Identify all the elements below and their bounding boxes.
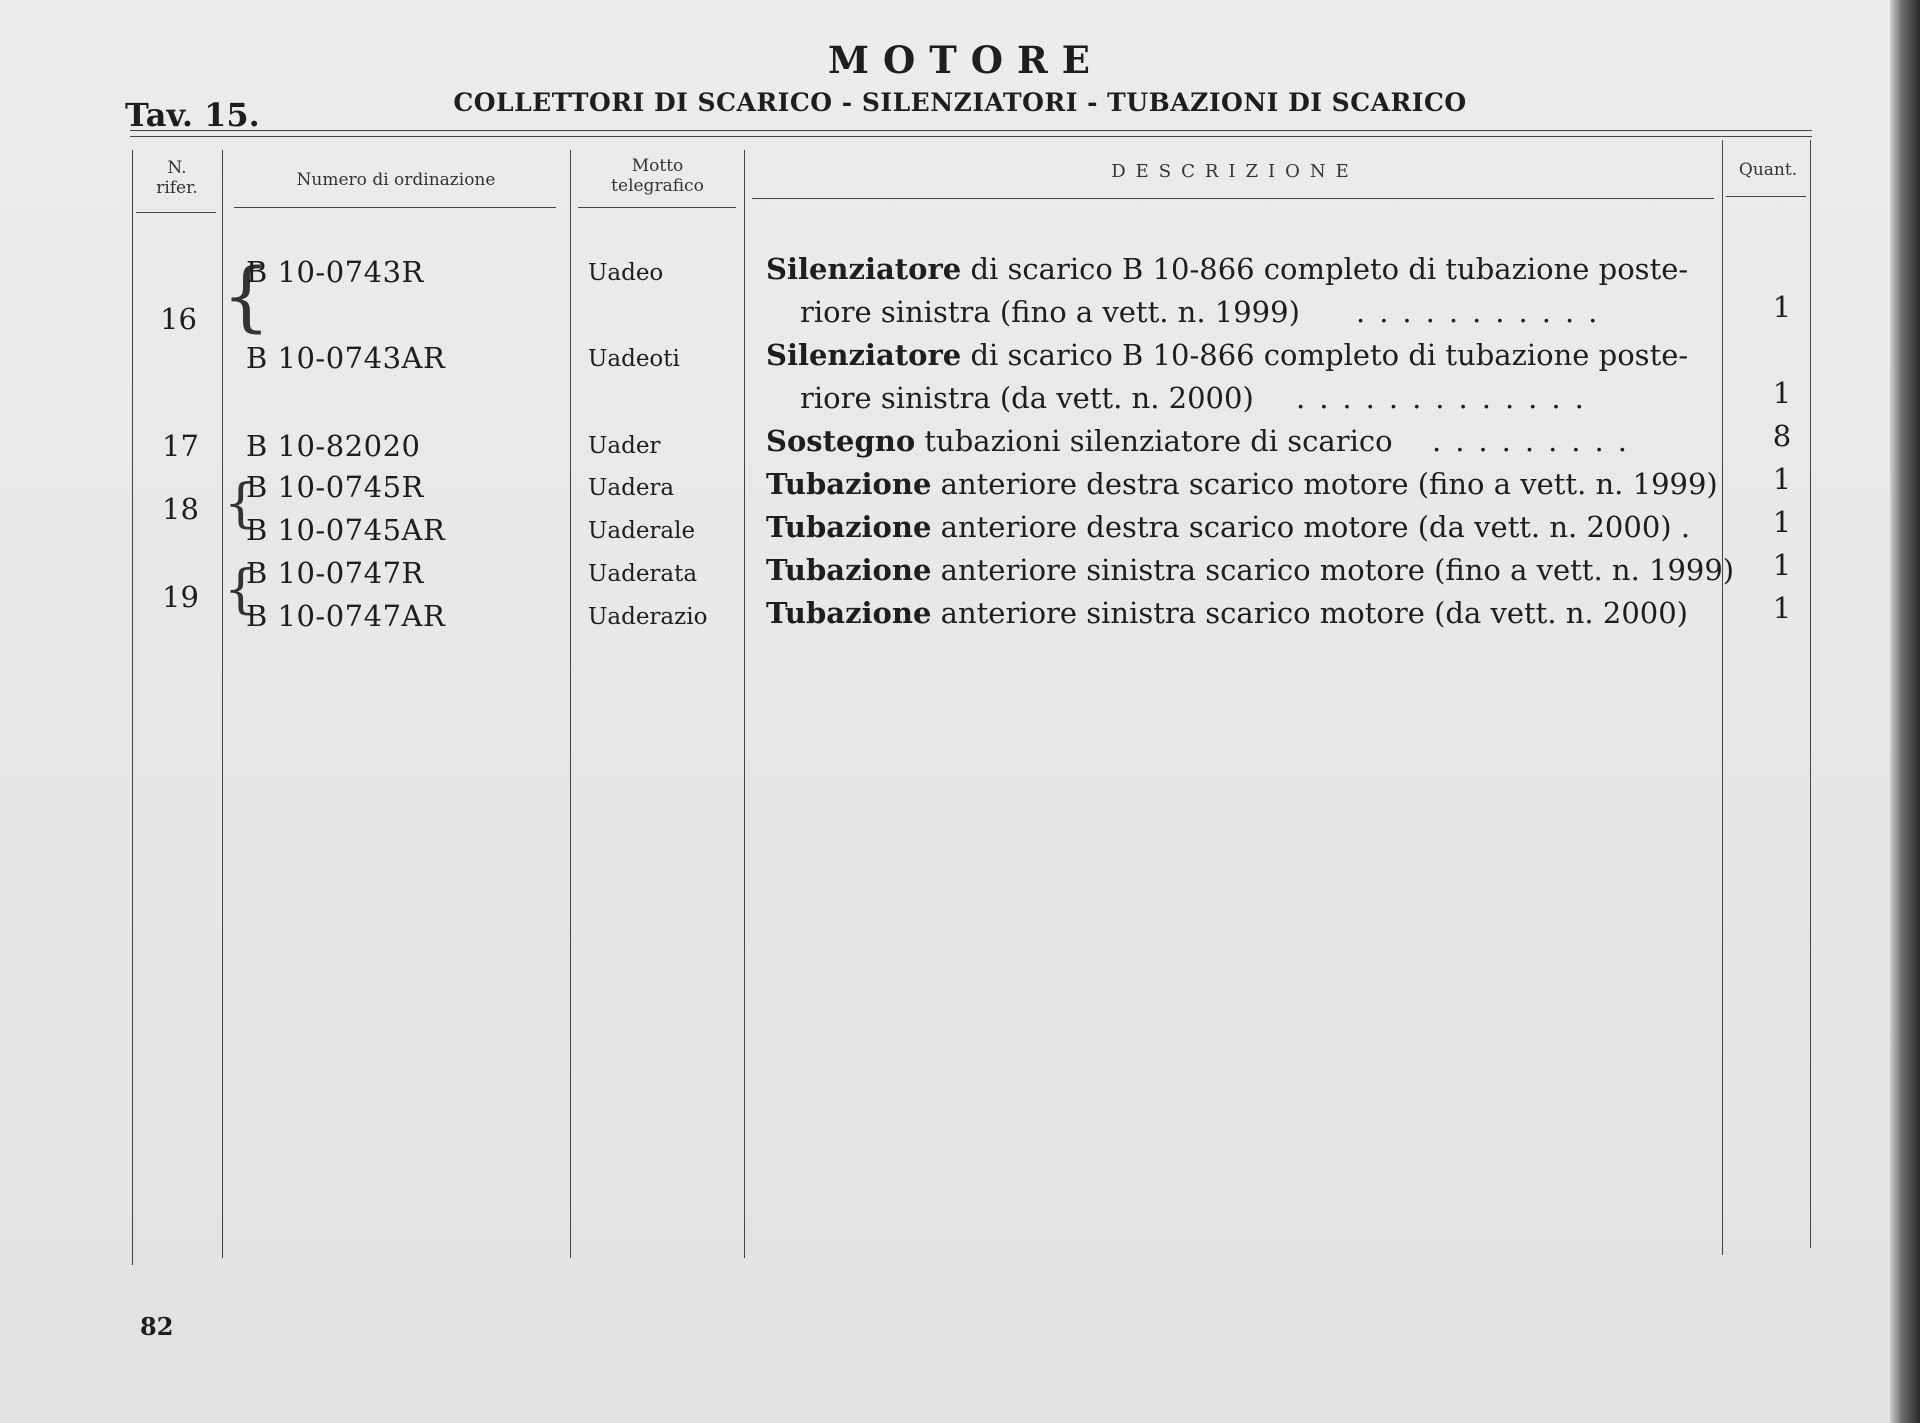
description-keyword: Tubazione (766, 510, 932, 544)
description (766, 510, 1690, 544)
quantity: 1 (1772, 376, 1792, 410)
description-keyword: Tubazione (766, 553, 932, 587)
page-number: 82 (140, 1312, 174, 1341)
page-subtitle: COLLETTORI DI SCARICO - SILENZIATORI - TUBAZIONI DI SCARICO (453, 88, 1467, 117)
header-motto: Motto telegrafico (611, 156, 704, 196)
header-ref: N. rifer. (156, 158, 198, 198)
quantity: 1 (1772, 591, 1792, 625)
header-quantity: Quant. (1738, 160, 1798, 180)
description-keyword: Sostegno (766, 424, 916, 458)
description-keyword: Silenziatore (766, 252, 962, 286)
book-spine (1890, 0, 1920, 1423)
header-underline-motto (578, 207, 736, 208)
description (766, 338, 1688, 372)
header-underline-qty (1726, 196, 1806, 197)
order-code: B 10-0743R (246, 255, 424, 289)
telegraph-code: Uaderale (588, 518, 696, 544)
table-top-rule-2 (130, 136, 1812, 137)
quantity: 1 (1772, 548, 1792, 582)
description-text: di scarico B 10-866 completo di tubazione poste- (961, 252, 1689, 286)
description (766, 252, 1688, 286)
description-text: anteriore destra scarico motore (fino a vett. n. 1999) (931, 467, 1718, 501)
description-continuation: riore sinistra (fino a vett. n. 1999) (800, 295, 1300, 329)
header-underline-desc (752, 198, 1714, 199)
description (766, 424, 1393, 458)
order-code: B 10-0745AR (246, 513, 446, 547)
description-keyword: Tubazione (766, 467, 932, 501)
col-divider-desc (1722, 140, 1723, 1255)
header-underline-ref (136, 212, 216, 213)
telegraph-code: Uaderata (588, 561, 698, 587)
ref-number: 17 (162, 429, 199, 463)
col-divider-motto (744, 150, 745, 1258)
order-code: B 10-0745R (246, 470, 424, 504)
quantity: 1 (1772, 462, 1792, 496)
quantity: 1 (1772, 505, 1792, 539)
telegraph-code: Uadeoti (588, 346, 680, 372)
col-divider-right (1810, 140, 1811, 1248)
ref-number: 16 (160, 302, 197, 336)
order-code: B 10-82020 (246, 429, 421, 463)
header-description: DESCRIZIONE (1111, 161, 1359, 182)
description-continuation: riore sinistra (da vett. n. 2000) (800, 381, 1254, 415)
description-keyword: Tubazione (766, 596, 932, 630)
description-text: tubazioni silenziatore di scarico (915, 424, 1393, 458)
table-top-rule (130, 130, 1812, 131)
telegraph-code: Uadera (588, 475, 675, 501)
col-divider-ref-left (132, 150, 133, 1265)
telegraph-code: Uaderazio (588, 604, 708, 630)
page-title: MOTORE (828, 38, 1104, 82)
table-number: Tav. 15. (125, 96, 260, 134)
order-code: B 10-0747AR (246, 599, 446, 633)
ref-number: 18 (162, 492, 199, 526)
leader-dots: ......... (1432, 424, 1641, 458)
col-divider-order (570, 150, 571, 1258)
description (766, 467, 1718, 501)
leader-dots: ........... (1356, 295, 1612, 329)
header-underline-order (234, 207, 556, 208)
description-keyword: Silenziatore (766, 338, 962, 372)
description-text: di scarico B 10-866 completo di tubazione poste- (961, 338, 1689, 372)
description-text: anteriore destra scarico motore (da vett. n. 2000) . (931, 510, 1691, 544)
description (766, 596, 1688, 630)
header-order: Numero di ordinazione (296, 170, 496, 190)
quantity: 1 (1772, 290, 1792, 324)
order-code: B 10-0743AR (246, 341, 446, 375)
telegraph-code: Uadeo (588, 260, 664, 286)
group-brace: { (222, 251, 271, 340)
description-text: anteriore sinistra scarico motore (da vett. n. 2000) (931, 596, 1688, 630)
description-text: anteriore sinistra scarico motore (fino a vett. n. 1999) (931, 553, 1735, 587)
description (766, 553, 1734, 587)
leader-dots: ............. (1296, 381, 1598, 415)
telegraph-code: Uader (588, 433, 661, 459)
order-code: B 10-0747R (246, 556, 424, 590)
quantity: 8 (1772, 419, 1792, 453)
group-brace: { (224, 560, 258, 620)
group-brace: { (224, 474, 258, 534)
ref-number: 19 (162, 580, 199, 614)
